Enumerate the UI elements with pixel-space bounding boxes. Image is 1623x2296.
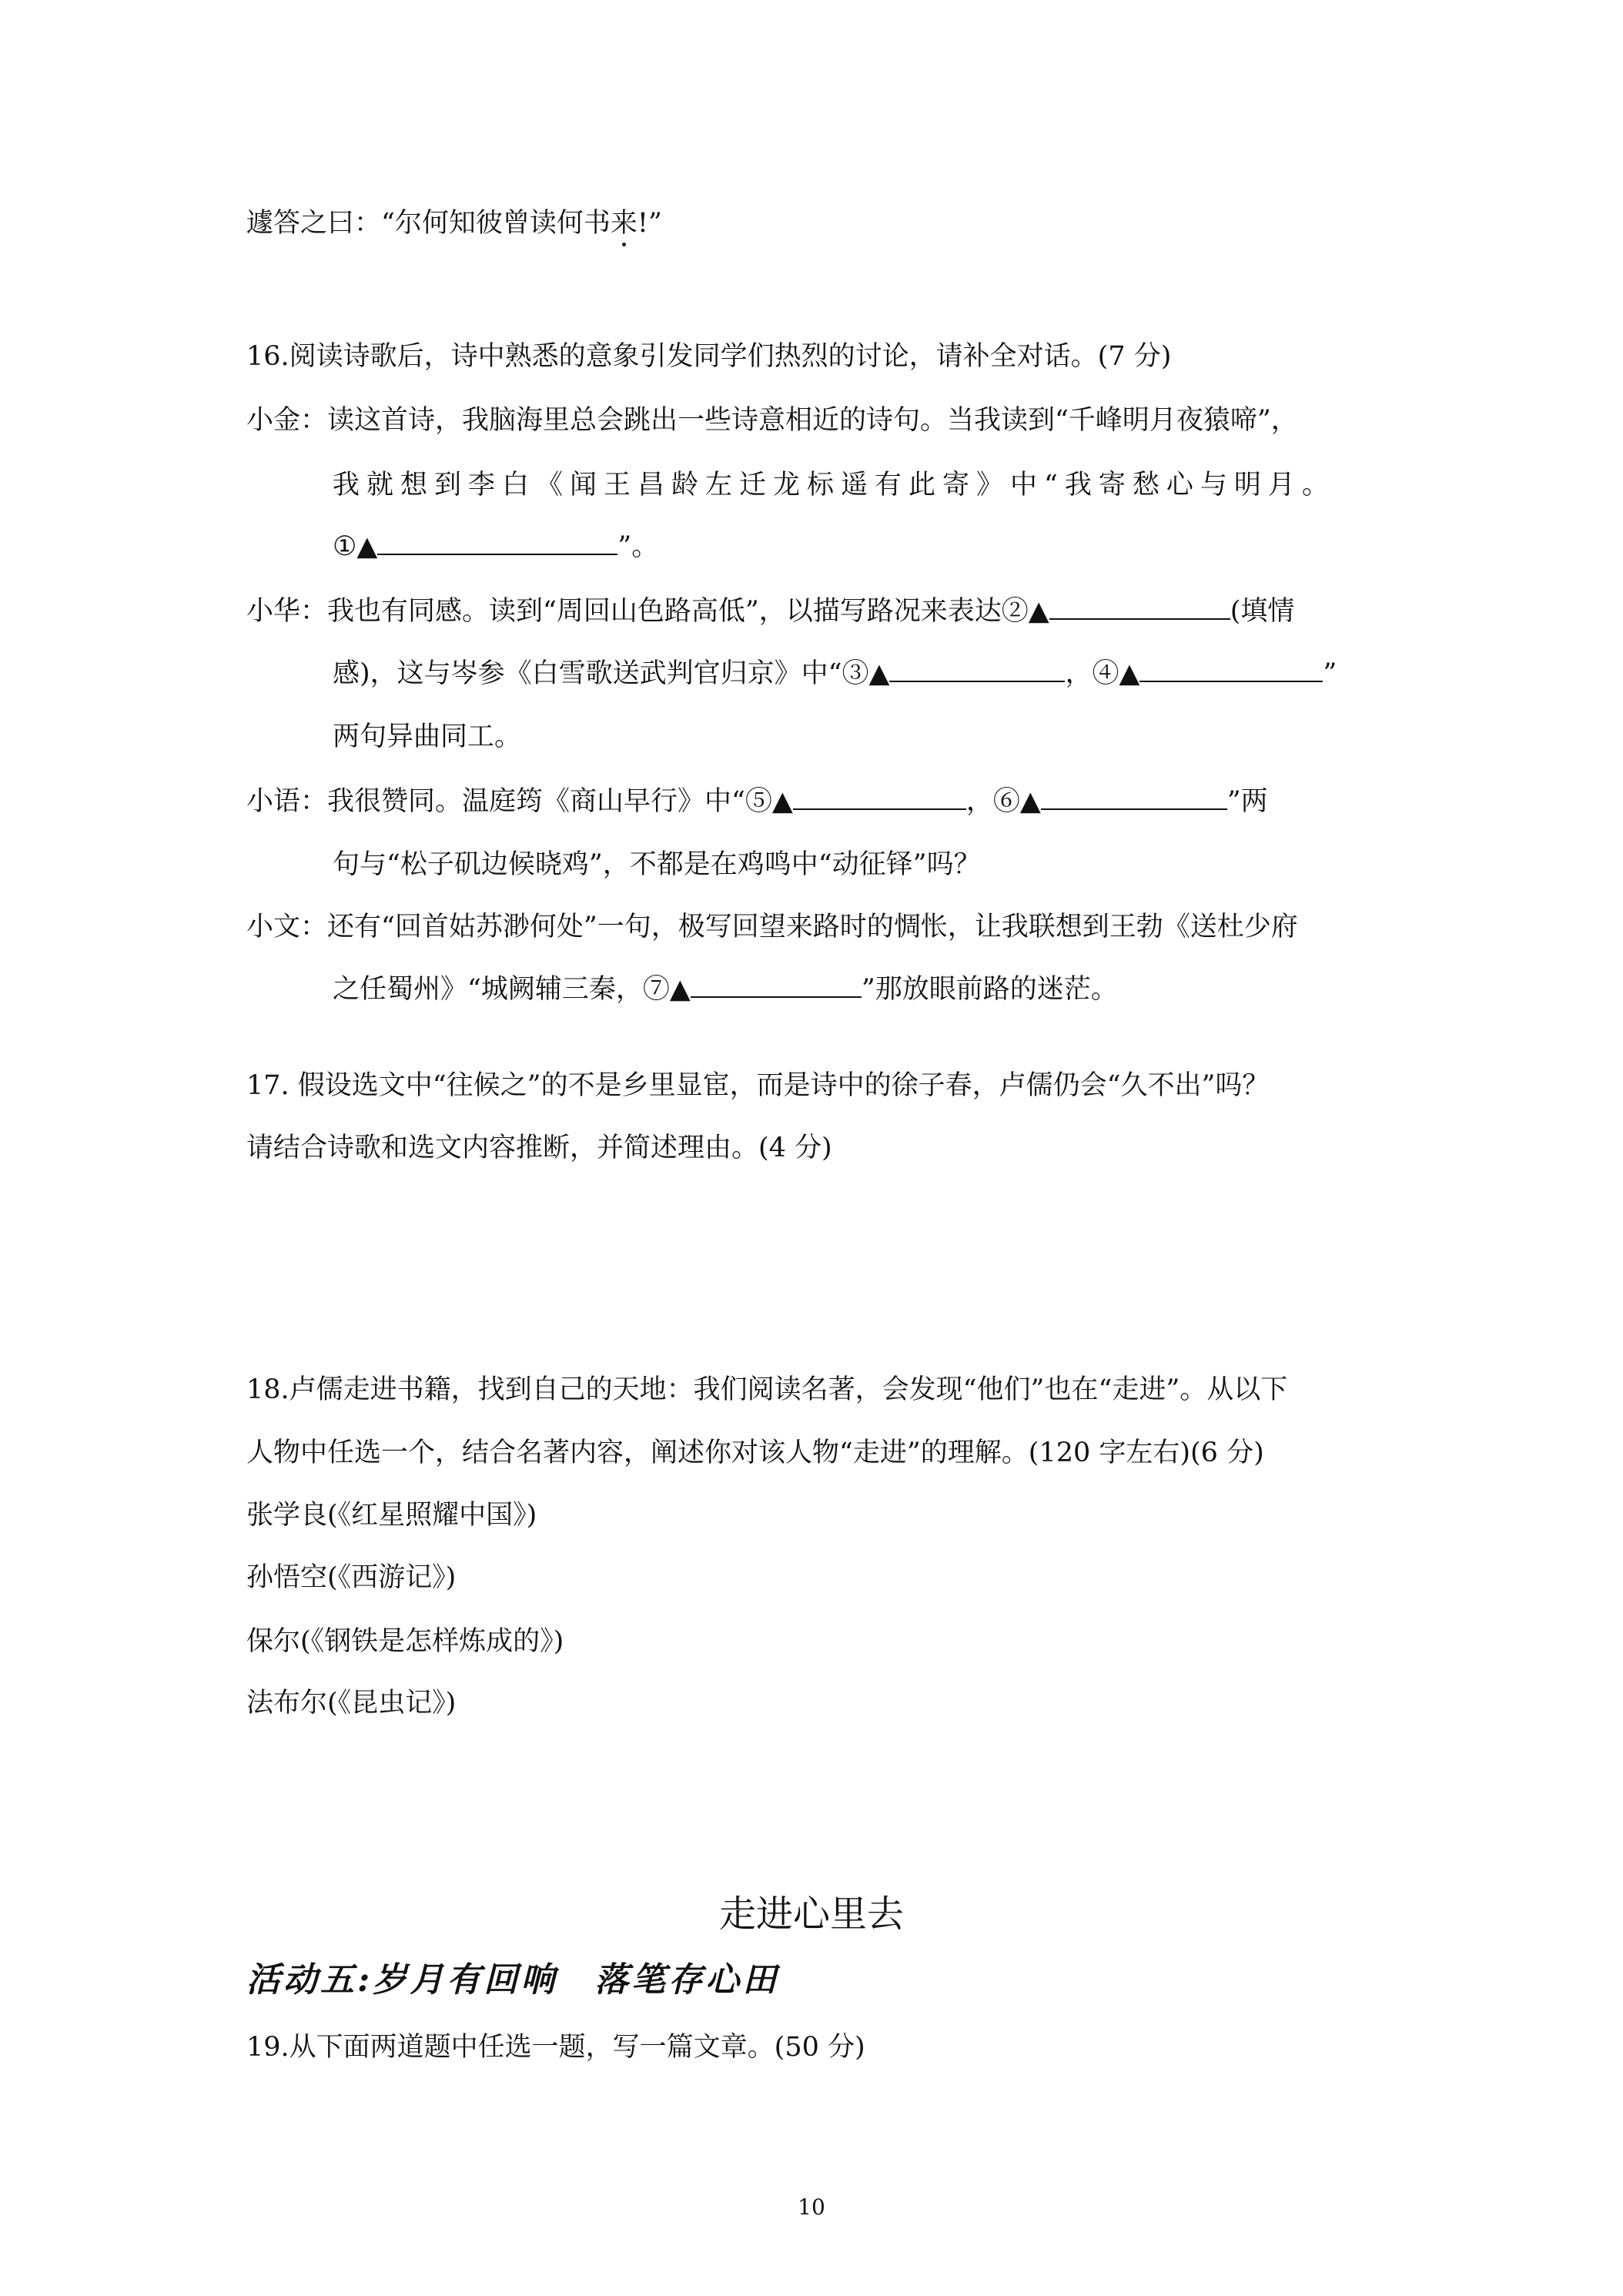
q16-xiaohua-text: 感)，这与岑参《白雪歌送武判官归京》中“③▲	[333, 658, 890, 689]
q16-xiaoyu-line-2: 句与“松子矶边候晓鸡”，不都是在鸡鸣中“动征铎”吗？	[333, 849, 981, 880]
blank-6[interactable]	[1041, 785, 1227, 810]
blank-1-marker: ①▲	[333, 531, 378, 562]
emphasis-dotted-char: 来	[610, 208, 637, 239]
q16-title: 16.阅读诗歌后，诗中熟悉的意象引发同学们热烈的讨论，请补全对话。(7 分)	[246, 341, 1172, 372]
blank-4[interactable]	[1139, 658, 1323, 682]
q16-xiaohua-text-end: (填情	[1230, 596, 1295, 627]
activity-title: 活动五:岁月有回响 落笔存心田	[246, 1960, 780, 2000]
q16-xiaohua-line-1	[246, 594, 1294, 628]
q16-xiaojin-line-2: 我就想到李白《闻王昌龄左迁龙标遥有此寄》中“我寄愁心与明月。	[333, 470, 1336, 500]
blank-7[interactable]	[691, 973, 862, 998]
page-number: 10	[798, 2194, 825, 2220]
passage-continuation-line	[246, 206, 662, 240]
q16-xiaohua-line-3: 两句异曲同工。	[333, 721, 522, 752]
q18-option: 保尔(《钢铁是怎样炼成的》)	[246, 1626, 564, 1657]
blank-1[interactable]	[377, 530, 617, 555]
q16-xiaohua-text: 小华：我也有同感。读到“周回山色路高低”，以描写路况来表达②▲	[246, 596, 1049, 627]
blank-5[interactable]	[793, 785, 966, 810]
q18-line-2: 人物中任选一个，结合名著内容，阐述你对该人物“走进”的理解。(120 字左右)(6 分)	[246, 1438, 1264, 1468]
blank-1-suffix: ”。	[617, 531, 659, 562]
q18-option: 法布尔(《昆虫记》)	[246, 1688, 457, 1719]
q16-xiaoyu-line-1	[246, 785, 1268, 818]
blank-3[interactable]	[889, 658, 1065, 682]
q16-xiaohua-line-2	[333, 657, 1337, 691]
passage-text: 遽答之曰：“尔何知彼曾读何书	[246, 208, 611, 239]
section-heading: 走进心里去	[718, 1893, 904, 1936]
q16-xiaoyu-text-end: ”两	[1226, 786, 1268, 817]
q18-option: 孙悟空(《西游记》)	[246, 1562, 457, 1593]
q19-line: 19.从下面两道题中任选一题，写一篇文章。(50 分)	[246, 2032, 865, 2063]
q16-xiaohua-text-end: ”	[1323, 658, 1337, 689]
q16-xiaowen-line-2	[333, 972, 1118, 1006]
q17-line-2: 请结合诗歌和选文内容推断，并简述理由。(4 分)	[246, 1133, 832, 1163]
blank-6-marker: ，⑥▲	[965, 786, 1041, 817]
q18-line-1: 18.卢儒走进书籍，找到自己的天地：我们阅读名著，会发现“他们”也在“走进”。从以下	[246, 1374, 1288, 1405]
q16-xiaojin-line-1: 小金：读这首诗，我脑海里总会跳出一些诗意相近的诗句。当我读到“千峰明月夜猿啼”，	[246, 405, 1298, 436]
blank-4-marker: ，④▲	[1065, 658, 1140, 689]
blank-2[interactable]	[1049, 595, 1230, 620]
q16-xiaowen-line-1: 小文：还有“回首姑苏渺何处”一句，极写回望来路时的惆怅，让我联想到王勃《送杜少府	[246, 912, 1298, 942]
q17-line-1: 17. 假设选文中“往候之”的不是乡里显宦，而是诗中的徐子春，卢儒仍会“久不出”吗？	[246, 1070, 1270, 1101]
q16-xiaoyu-text: 小语：我很赞同。温庭筠《商山早行》中“⑤▲	[246, 786, 793, 817]
passage-text-end: !”	[637, 208, 662, 239]
q16-xiaowen-text-end: ”那放眼前路的迷茫。	[861, 974, 1118, 1005]
q18-option: 张学良(《红星照耀中国》)	[246, 1500, 537, 1531]
q16-xiaojin-line-3	[333, 530, 658, 564]
q16-xiaowen-text: 之任蜀州》“城阙辅三秦，⑦▲	[333, 974, 691, 1005]
